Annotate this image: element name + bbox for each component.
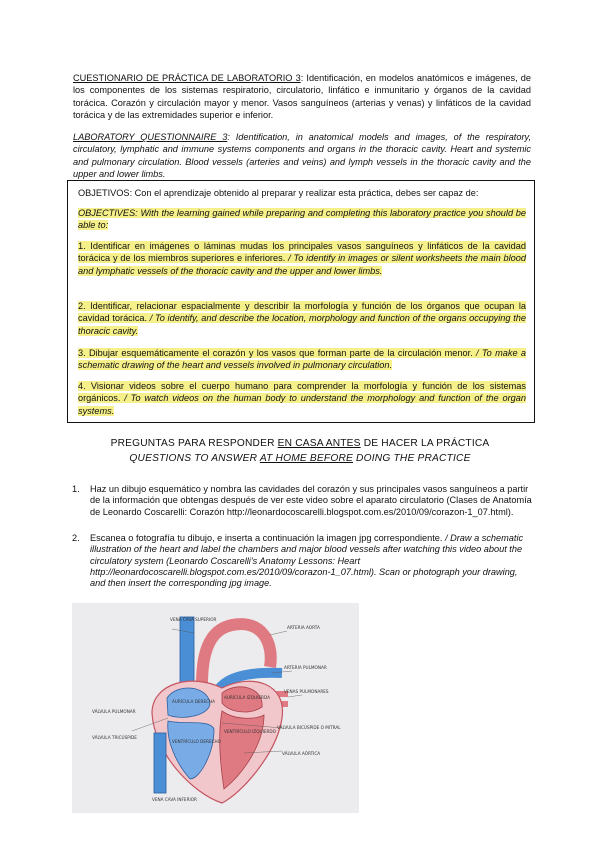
- label-bicuspid: VÁLVULA BICÚSPIDE O MITRAL: [277, 725, 341, 730]
- heart-diagram: [72, 603, 359, 813]
- objective-1-es: 1. Identificar en imágenes o láminas mudas los principales vasos sanguíneos y linfáticos de la cavidad torácica y de los miembros superiores e inferiores.: [78, 241, 526, 264]
- objective-item: [78, 300, 526, 337]
- objective-2-en: / To identify, and describe the location, morphology and function of the organs occupying the thoracic cavity.: [78, 313, 526, 336]
- questions-heading-es-u: EN CASA ANTES: [277, 438, 361, 449]
- questions-heading-en-b: DOING THE PRACTICE: [353, 453, 471, 464]
- intro-es-text: : Identificación, en modelos anatómicos e imágenes, de los componentes de los sistemas respiratorio, circulatorio, linfático e inmunitario y órganos de la cavidad torácica. Corazón y circulación mayor y menor. Vasos sanguíneos (arterias y venas) y linfáticos de la cavidad torácica y de las extremidades superior e inferior.: [73, 73, 532, 121]
- question-2-en: / Draw a schematic illustration of the heart and label the chambers and major blood vessels after watching this video about the circulatory system (Leonardo Coscarelli's Anatomy Lessons: Heart http://leonardocoscarelli.blogspot.com.es/2010/09/corazon-1_07.html). Scan or photograph your drawing, and then insert the corresponding jpg image.: [90, 533, 524, 589]
- label-aortic-valve: VÁLVULA AÓRTICA: [282, 751, 321, 756]
- questions-heading-es-b: DE HACER LA PRÁCTICA: [360, 438, 490, 449]
- question-item: [72, 484, 532, 518]
- label-pulm-veins: VENAS PULMONARES: [284, 689, 329, 694]
- questions-heading-es-a: PREGUNTAS PARA RESPONDER: [110, 438, 278, 449]
- question-1-text: Haz un dibujo esquemático y nombra las cavidades del corazón y sus principales vasos sanguíneos a partir de la información que obtengas después de ver este video sobre el aparato circulatorio (Clases de Anatomía de Leonardo Coscarelli: Corazón http://leonardocoscarelli.blogspot.com.es/2010/09/corazon-1_07.html).: [90, 484, 532, 517]
- title-es: CUESTIONARIO DE PRÁCTICA DE LABORATORIO 3: [73, 73, 301, 83]
- objective-2-es: 2. Identificar, relacionar espacialmente y describir la morfología y función de los órganos que ocupan la cavidad torácica.: [78, 301, 526, 324]
- objectives-intro-es: OBJETIVOS: Con el aprendizaje obtenido al preparar y realizar esta práctica, debes ser capaz de:: [78, 188, 479, 198]
- question-2-number: 2.: [72, 533, 80, 543]
- questions-heading-en-u: AT HOME BEFORE: [259, 453, 354, 464]
- question-1-number: 1.: [72, 484, 80, 494]
- title-en: LABORATORY QUESTIONNAIRE 3: [73, 132, 228, 142]
- objective-item: [78, 347, 526, 372]
- objective-item: [78, 380, 526, 417]
- label-ivc: VENA CAVA INFERIOR: [152, 797, 197, 802]
- objective-4-en: / To watch videos on the human body to understand the morphology and function of the organ systems.: [78, 393, 526, 416]
- label-tricuspid: VÁLVULA TRICÚSPIDE: [92, 735, 137, 740]
- label-right-ventricle: VENTRÍCULO DERECHO: [172, 739, 221, 744]
- objective-item: [78, 240, 526, 277]
- label-left-atrium: AURÍCULA IZQUIERDA: [224, 695, 270, 700]
- inferior-vena-cava: [154, 733, 166, 793]
- label-right-atrium: AURÍCULA DERECHA: [172, 699, 216, 704]
- label-svc: VENA CAVA SUPERIOR: [170, 617, 217, 622]
- intro-en: [73, 131, 531, 181]
- label-left-ventricle: VENTRÍCULO IZQUIERDO: [224, 729, 276, 734]
- label-pulm-artery: ARTERIA PULMONAR: [284, 665, 327, 670]
- heart-drawing-photo: [72, 603, 359, 813]
- intro-es: [73, 72, 531, 122]
- objective-1-en: / To identify in images or silent worksheets the main blood and lymphatic vessels of the thoracic cavity and the upper and lower limbs.: [78, 253, 526, 276]
- objective-3-es: 3. Dibujar esquemáticamente el corazón y los vasos que forman parte de la circulación menor.: [78, 348, 473, 358]
- objective-3-en: / To make a schematic drawing of the heart and vessels involved in pulmonary circulation.: [78, 348, 527, 371]
- question-2-es: Escanea o fotografía tu dibujo, e inserta a continuación la imagen jpg correspondiente.: [90, 533, 443, 543]
- objectives-intro-en-text: OBJECTIVES: With the learning gained while preparing and completing this laboratory practice you should be able to:: [78, 208, 526, 231]
- question-item: [72, 533, 532, 589]
- intro-en-text: : Identification, in anatomical models and images, of the respiratory, circulatory, lymphatic and immune systems components and organs in the thoracic cavity. Heart and systemic and pulmonary circulation. Blood vessels (arteries and veins) and lymph vessels in the thoracic cavity and the upper and lower limbs.: [73, 132, 531, 180]
- question-2-text: [90, 533, 532, 589]
- questions-heading-en-a: QUESTIONS TO ANSWER: [129, 453, 260, 464]
- objective-4-es: 4. Visionar videos sobre el cuerpo humano para comprender la morfología y función de los sistemas orgánicos.: [78, 381, 526, 404]
- objectives-intro-en: [78, 207, 526, 232]
- label-pulm-valve: VÁLVULA PULMONAR: [92, 709, 136, 714]
- questions-heading: [100, 436, 500, 466]
- label-aorta: ARTERIA AORTA: [287, 625, 320, 630]
